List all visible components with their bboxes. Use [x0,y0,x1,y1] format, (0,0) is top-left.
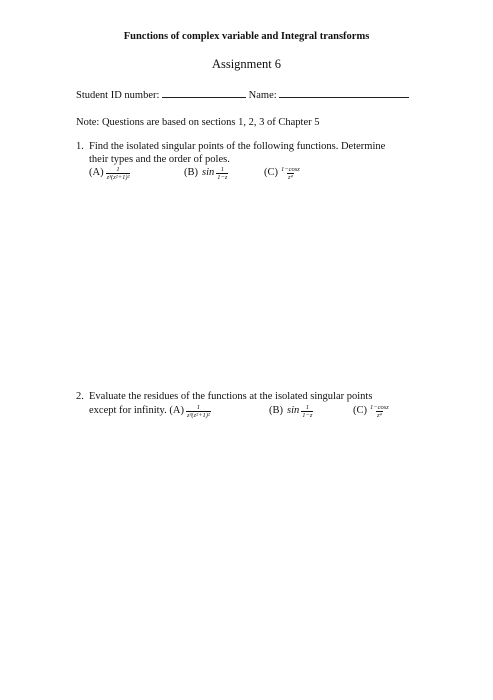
option-label: (B) [184,167,198,179]
denominator: z⁴ [288,174,293,181]
numerator: 1 [220,166,224,173]
question-text-line: their types and the order of poles. [89,153,230,165]
option-label: (C) [353,404,367,416]
option-b [184,166,228,181]
question-text-line: Find the isolated singular points of the following functions. Determine [89,141,386,152]
student-id-blank [162,88,246,98]
question-number: 1. [76,141,84,152]
numerator: 1 [116,166,120,173]
choices-row [89,166,385,188]
denominator: z³(z²+1)² [106,174,130,181]
option-b [269,404,313,419]
option-label: (C) [264,167,278,179]
question-text-line: Evaluate the residues of the functions at the isolated singular points [89,391,373,402]
option-a [89,404,211,419]
question-text-line: except for infinity. (A) [89,404,184,416]
question-body [89,141,385,188]
fraction [216,166,228,181]
fraction [280,166,301,181]
function-name: sin [202,167,215,179]
denominator: 1−z [217,174,228,181]
function-name: sin [287,404,300,416]
numerator: 1−cosz [370,403,389,411]
student-info-row [76,88,409,101]
question-number: 2. [76,391,84,402]
denominator: 1−z [302,411,313,419]
assignment-title: Assignment 6 [211,57,282,71]
option-c [264,166,301,181]
fraction [106,166,131,181]
choices-row [89,403,389,426]
name-blank [279,88,409,98]
fraction [301,404,313,419]
fraction [186,404,211,419]
question-body [89,391,389,426]
denominator: z³(z²+1)² [186,411,210,419]
option-label: (B) [269,404,283,416]
note-text: Note: Questions are based on sections 1, 2, 3 of Chapter 5 [76,117,320,128]
numerator: 1−cosz [281,166,300,173]
denominator: z⁴ [377,411,382,419]
course-title: Functions of complex variable and Integral transforms [123,31,370,42]
fraction [369,404,390,419]
numerator: 1 [196,403,201,411]
option-c [353,404,390,419]
option-a [89,166,130,181]
option-label: (A) [89,167,104,179]
name-label: Name: [248,90,277,101]
numerator: 1 [305,403,309,411]
student-id-label: Student ID number: [76,90,160,101]
